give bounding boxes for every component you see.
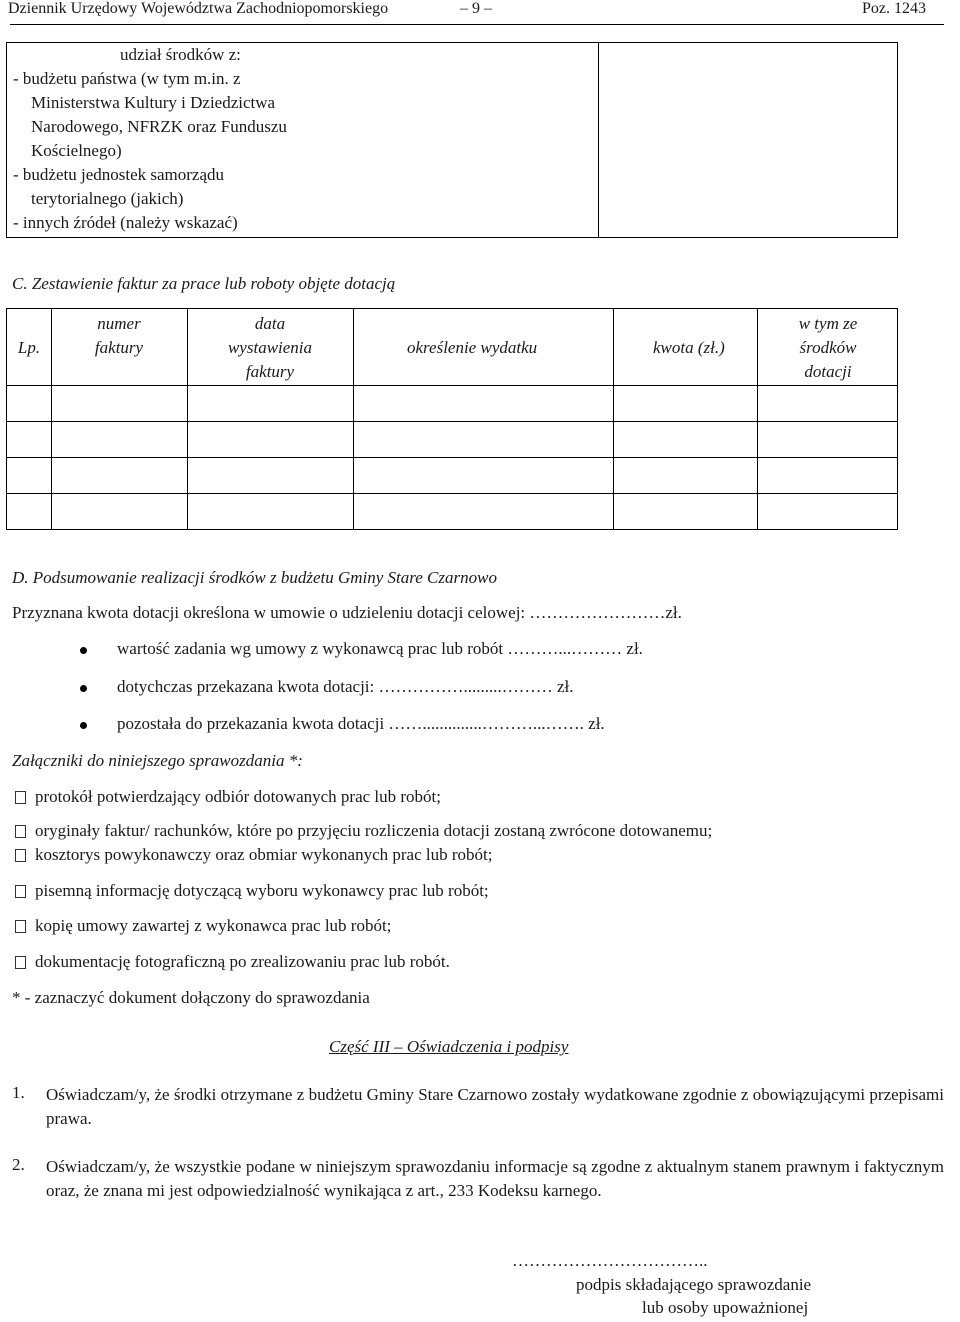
attachment-item: dokumentację fotograficzną po zrealizowaniu prac lub robót. [35,952,450,971]
bullet-icon [80,647,87,654]
section-c-title: C. Zestawienie faktur za prace lub roboty objęte dotacją [12,274,396,293]
attachment-item: oryginały faktur/ rachunków, które po przyjęciu rozliczenia dotacji zostaną zwrócone dotowanemu; [35,821,713,840]
row-divider [7,421,897,422]
statement-text: Oświadczam/y, że wszystkie podane w niniejszym sprawozdaniu informacje są zgodne z aktualnym stanem prawnym i faktycznym oraz, że znana mi jest odpowiedzialność wynikająca z art., 233 Kodeksu karnego. [46,1157,944,1200]
funding-line: - budżetu jednostek samorządu [13,165,225,184]
statement-text: Oświadczam/y, że środki otrzymane z budżetu Gminy Stare Czarnowo zostały wydatkowane zgodnie z obowiązującymi przepisami prawa. [46,1085,944,1128]
attachment-checkbox[interactable] [15,920,26,933]
header-w-tym [757,312,899,384]
funding-line: Kościelnego) [31,141,122,160]
funding-label-cell [7,43,599,237]
bullet-icon [80,685,87,692]
funding-line: terytorialnego (jakich) [31,189,184,208]
signature-caption: podpis składającego sprawozdanie [576,1275,812,1294]
header-numer [51,312,187,360]
position-number: Poz. 1243 [862,0,926,17]
funding-line: Ministerstwa Kultury i Dziedzictwa [31,93,276,112]
part3-title: Część III – Oświadczenia i podpisy [329,1037,569,1056]
header-wtym-line: środków [799,338,857,357]
statement-number: 2. [12,1155,25,1174]
summary-item: wartość zadania wg umowy z wykonawcą prac lub robót ………...……… zł. [117,639,643,658]
journal-title: Dziennik Urzędowy Województwa Zachodniopomorskiego [8,0,389,17]
header-data-line: faktury [245,362,295,381]
header-data-line: wystawienia [227,338,313,357]
attachment-item: protokół potwierdzający odbiór dotowanych prac lub robót; [35,787,441,806]
funding-line: Narodowego, NFRZK oraz Funduszu [31,117,287,136]
funding-table [6,42,898,238]
granted-amount-line: Przyznana kwota dotacji określona w umowie o udzieleniu dotacji celowej: ……………………zł. [12,603,682,622]
signature-caption: lub osoby upoważnionej [642,1298,809,1317]
header-numer-line: faktury [94,338,144,357]
header-numer-line: numer [97,314,141,333]
header-wtym-line: dotacji [804,362,852,381]
attachment-item: kopię umowy zawartej z wykonawca prac lub robót; [35,916,392,935]
statement-number: 1. [12,1083,25,1102]
invoice-table [6,308,898,530]
attachments-footnote: * - zaznaczyć dokument dołączony do sprawozdania [12,988,370,1007]
funding-line: udział środków z: [120,45,241,64]
summary-item: pozostała do przekazania kwota dotacji ……..............………...……. zł. [117,714,605,733]
header-okreslenie: określenie wydatku [407,338,538,357]
header-data-line: data [254,314,286,333]
header-wtym-line: w tym ze [798,314,858,333]
attachment-item: kosztorys powykonawczy oraz obmiar wykonanych prac lub robót; [35,845,493,864]
summary-item: dotychczas przekazana kwota dotacji: …………….........……… zł. [117,677,574,696]
attachment-item: pisemną informację dotyczącą wyboru wykonawcy prac lub robót; [35,881,489,900]
attachments-title: Załączniki do niniejszego sprawozdania *: [12,751,303,770]
row-divider [7,457,897,458]
row-divider [7,493,897,494]
header-kwota: kwota (zł.) [653,338,725,357]
header-lp: Lp. [17,338,41,357]
bullet-icon [80,722,87,729]
attachment-checkbox[interactable] [15,791,26,804]
attachment-checkbox[interactable] [15,885,26,898]
section-d-title: D. Podsumowanie realizacji środków z budżetu Gminy Stare Czarnowo [12,568,497,587]
attachment-checkbox[interactable] [15,849,26,862]
header-rule [10,24,944,25]
header-data [187,312,353,384]
attachment-checkbox[interactable] [15,956,26,969]
funding-line: - budżetu państwa (w tym m.in. z [13,69,241,88]
row-divider [7,385,897,386]
page-number: – 9 – [460,0,492,17]
funding-line: - innych źródeł (należy wskazać) [13,213,238,232]
signature-line: …………………………….. [512,1251,708,1270]
attachment-checkbox[interactable] [15,825,26,838]
